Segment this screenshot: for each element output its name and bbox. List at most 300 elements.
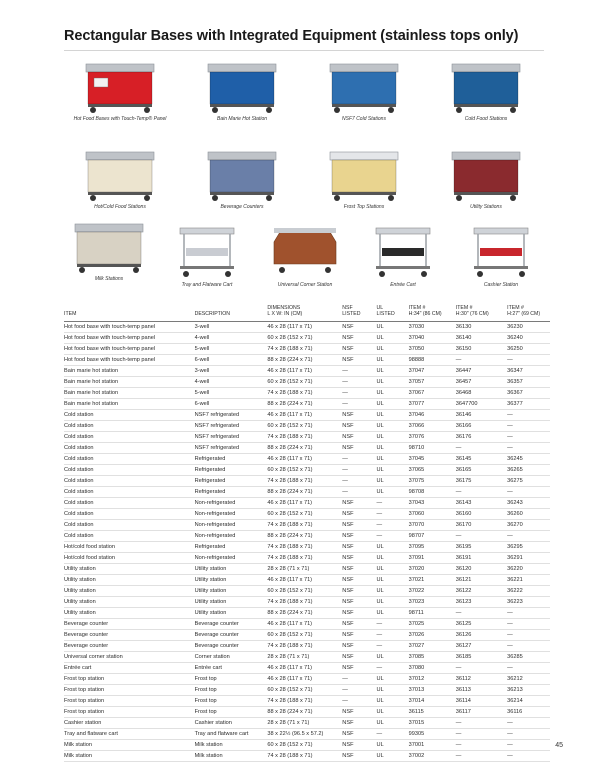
product-caption: Cold Food Stations — [464, 116, 508, 122]
cell-description: Refrigerated — [195, 486, 268, 497]
cell-description: NSF7 refrigerated — [195, 420, 268, 431]
cell-item-34: 37014 — [409, 695, 456, 706]
cell-item-27: — — [507, 409, 550, 420]
cell-item-30: 36170 — [456, 519, 507, 530]
cell-item: Beverage counter — [64, 629, 195, 640]
cell-dimensions: 60 x 28 (152 x 71) — [267, 739, 342, 750]
cell-item-30: — — [456, 662, 507, 673]
cell-ul: UL — [377, 387, 409, 398]
cell-ul: UL — [377, 453, 409, 464]
tray-cart-icon — [158, 218, 256, 280]
cell-item-30: 36127 — [456, 640, 507, 651]
cell-item: Cold station — [64, 420, 195, 431]
cell-ul: UL — [377, 486, 409, 497]
cell-ul: UL — [377, 420, 409, 431]
cell-item: Hot food base with touch-temp panel — [64, 332, 195, 343]
cell-item-27: — — [507, 739, 550, 750]
product-thumbnail — [256, 218, 354, 288]
cell-item-27: 36250 — [507, 343, 550, 354]
cell-nsf: — — [342, 464, 376, 475]
cell-item-34: 98708 — [409, 486, 456, 497]
cell-dimensions: 60 x 28 (152 x 71) — [267, 585, 342, 596]
utility-station-icon — [426, 146, 546, 202]
cell-ul: — — [377, 497, 409, 508]
header-item-34: ITEM # H:34" (86 CM) — [409, 305, 456, 321]
cell-item-34: 37021 — [409, 574, 456, 585]
cell-item-30: 36191 — [456, 552, 507, 563]
product-gallery — [60, 58, 550, 296]
cell-item: Universal corner station — [64, 651, 195, 662]
product-thumbnail — [452, 218, 550, 288]
cell-item-30: 36145 — [456, 453, 507, 464]
product-thumbnail — [304, 146, 424, 210]
table-row — [64, 662, 550, 673]
cell-ul: UL — [377, 563, 409, 574]
cell-description: Refrigerated — [195, 464, 268, 475]
cell-dimensions: 74 x 28 (188 x 71) — [267, 596, 342, 607]
table-row — [64, 541, 550, 552]
cell-item-27: — — [507, 640, 550, 651]
cell-nsf: NSF — [342, 629, 376, 640]
cell-item: Hot/cold food station — [64, 541, 195, 552]
cell-item: Milk station — [64, 739, 195, 750]
product-caption: Utility Stations — [470, 204, 502, 210]
cell-item-27: 36243 — [507, 497, 550, 508]
cell-item-27: 36212 — [507, 673, 550, 684]
cell-dimensions: 46 x 28 (117 x 71) — [267, 365, 342, 376]
cell-item: Cold station — [64, 475, 195, 486]
table-row — [64, 739, 550, 750]
cell-ul: UL — [377, 695, 409, 706]
cell-dimensions: 46 x 28 (117 x 71) — [267, 574, 342, 585]
cell-ul: — — [377, 530, 409, 541]
cell-item-30: — — [456, 607, 507, 618]
cell-item-30: 36121 — [456, 574, 507, 585]
product-caption: Bain Marie Hot Station — [216, 116, 268, 122]
cell-nsf: NSF — [342, 343, 376, 354]
cell-item-34: 37091 — [409, 552, 456, 563]
cell-description: 3-well — [195, 321, 268, 332]
cell-item-34: 99305 — [409, 728, 456, 739]
table-row — [64, 486, 550, 497]
cell-item: Utility station — [64, 574, 195, 585]
cell-item: Bain marie hot station — [64, 365, 195, 376]
cell-dimensions: 38 x 22½ (96.5 x 57.2) — [267, 728, 342, 739]
cell-item-27: 36221 — [507, 574, 550, 585]
cell-nsf: NSF — [342, 750, 376, 761]
table-row — [64, 607, 550, 618]
cell-dimensions: 46 x 28 (117 x 71) — [267, 497, 342, 508]
product-caption: Beverage Counters — [220, 204, 264, 210]
cell-nsf: — — [342, 486, 376, 497]
cell-item-34: 37023 — [409, 596, 456, 607]
cell-nsf: NSF — [342, 321, 376, 332]
cell-nsf: — — [342, 365, 376, 376]
cell-nsf: NSF — [342, 519, 376, 530]
header-description: DESCRIPTION — [195, 305, 268, 321]
cell-ul: UL — [377, 706, 409, 717]
cell-item-27: 36214 — [507, 695, 550, 706]
cell-item-30: 36146 — [456, 409, 507, 420]
cell-item: Entrée cart — [64, 662, 195, 673]
cell-item: Cold station — [64, 508, 195, 519]
cell-item-34: 37046 — [409, 409, 456, 420]
table-row — [64, 695, 550, 706]
cell-ul: — — [377, 519, 409, 530]
cell-ul: — — [377, 629, 409, 640]
table-row — [64, 629, 550, 640]
cell-dimensions: 60 x 28 (152 x 71) — [267, 420, 342, 431]
cell-item-27: 36213 — [507, 684, 550, 695]
table-row — [64, 552, 550, 563]
product-thumbnail — [182, 146, 302, 210]
table-row — [64, 453, 550, 464]
cell-item-30: 36166 — [456, 420, 507, 431]
table-row — [64, 706, 550, 717]
cell-item-27: 36220 — [507, 563, 550, 574]
cell-item: Cold station — [64, 453, 195, 464]
cell-dimensions: 88 x 28 (224 x 71) — [267, 530, 342, 541]
cell-item: Beverage counter — [64, 640, 195, 651]
cell-item-34: 37050 — [409, 343, 456, 354]
cell-ul: — — [377, 728, 409, 739]
cell-item: Hot food base with touch-temp panel — [64, 343, 195, 354]
bain-marie-icon — [182, 58, 302, 114]
cell-item-27: — — [507, 431, 550, 442]
table-row — [64, 673, 550, 684]
cell-nsf: NSF — [342, 596, 376, 607]
cell-item-27: 36347 — [507, 365, 550, 376]
cell-nsf: NSF — [342, 442, 376, 453]
cell-item-34: 37077 — [409, 398, 456, 409]
cell-nsf: NSF — [342, 728, 376, 739]
cell-item: Tray and flatware cart — [64, 728, 195, 739]
cell-item-34: 37020 — [409, 563, 456, 574]
cell-item-27: 36116 — [507, 706, 550, 717]
cell-description: Beverage counter — [195, 640, 268, 651]
cell-item-30: 36112 — [456, 673, 507, 684]
cell-description: NSF7 refrigerated — [195, 442, 268, 453]
cell-item-27: — — [507, 607, 550, 618]
cell-item-27: — — [507, 728, 550, 739]
page-title: Rectangular Bases with Integrated Equipment (stainless tops only) — [64, 28, 519, 44]
cell-item-34: 37080 — [409, 662, 456, 673]
cashier-station-icon — [452, 218, 550, 280]
cell-nsf: NSF — [342, 662, 376, 673]
product-caption: Hot Food Bases with Touch-Temp® Panel — [73, 116, 167, 122]
cell-item-30: 36130 — [456, 321, 507, 332]
table-row — [64, 519, 550, 530]
table-row — [64, 343, 550, 354]
cell-description: Frost top — [195, 673, 268, 684]
cell-description: Beverage counter — [195, 629, 268, 640]
spec-table — [64, 305, 550, 762]
hot-food-base-icon — [60, 58, 180, 114]
cell-description: Frost top — [195, 684, 268, 695]
cell-dimensions: 60 x 28 (152 x 71) — [267, 684, 342, 695]
cell-ul: UL — [377, 398, 409, 409]
cell-nsf: — — [342, 453, 376, 464]
cell-ul: UL — [377, 585, 409, 596]
cell-ul: UL — [377, 354, 409, 365]
cell-dimensions: 28 x 28 (71 x 71) — [267, 717, 342, 728]
cold-food-icon — [426, 58, 546, 114]
page-number: 45 — [555, 742, 563, 749]
table-row — [64, 409, 550, 420]
product-thumbnail — [426, 146, 546, 210]
cell-item-34: 37075 — [409, 475, 456, 486]
cell-item-27: — — [507, 750, 550, 761]
cell-nsf: — — [342, 673, 376, 684]
cell-nsf: NSF — [342, 508, 376, 519]
cell-description: 3-well — [195, 365, 268, 376]
product-thumbnail — [354, 218, 452, 288]
cell-item-27: — — [507, 662, 550, 673]
cell-item-30: — — [456, 739, 507, 750]
cell-item-30: 36140 — [456, 332, 507, 343]
product-thumbnail — [158, 218, 256, 288]
cell-item-30: 36160 — [456, 508, 507, 519]
cell-nsf: NSF — [342, 618, 376, 629]
cell-item-30: — — [456, 717, 507, 728]
cold-station-icon — [304, 58, 424, 114]
cell-item-27: — — [507, 717, 550, 728]
cell-item-34: 37026 — [409, 629, 456, 640]
cell-item-27: 36275 — [507, 475, 550, 486]
cell-ul: UL — [377, 552, 409, 563]
cell-description: Utility station — [195, 574, 268, 585]
cell-item-34: 37030 — [409, 321, 456, 332]
cell-item-30: 36195 — [456, 541, 507, 552]
cell-nsf: NSF — [342, 332, 376, 343]
cell-item: Bain marie hot station — [64, 376, 195, 387]
cell-description: Cashier station — [195, 717, 268, 728]
cell-item-30: — — [456, 442, 507, 453]
cell-item: Cold station — [64, 409, 195, 420]
cell-dimensions: 74 x 28 (188 x 71) — [267, 519, 342, 530]
cell-dimensions: 46 x 28 (117 x 71) — [267, 409, 342, 420]
product-caption: NSF7 Cold Stations — [342, 116, 386, 122]
cell-item: Cold station — [64, 442, 195, 453]
cell-item-34: 36115 — [409, 706, 456, 717]
cell-item-27: — — [507, 442, 550, 453]
cell-item: Cold station — [64, 464, 195, 475]
cell-nsf: — — [342, 376, 376, 387]
table-row — [64, 651, 550, 662]
product-caption: Universal Corner Station — [277, 282, 333, 288]
cell-ul: — — [377, 640, 409, 651]
cell-ul: UL — [377, 321, 409, 332]
cell-nsf: NSF — [342, 541, 376, 552]
cell-item-30: 36165 — [456, 464, 507, 475]
cell-dimensions: 60 x 28 (152 x 71) — [267, 629, 342, 640]
corner-station-icon — [256, 218, 354, 280]
cell-dimensions: 74 x 28 (188 x 71) — [267, 541, 342, 552]
table-row — [64, 497, 550, 508]
cell-description: Refrigerated — [195, 453, 268, 464]
cell-nsf: — — [342, 387, 376, 398]
cell-item-34: 37047 — [409, 365, 456, 376]
cell-item-30: 36468 — [456, 387, 507, 398]
product-thumbnail — [304, 58, 424, 122]
product-thumbnail — [182, 58, 302, 122]
table-row — [64, 563, 550, 574]
cell-description: Refrigerated — [195, 475, 268, 486]
cell-item-30: — — [456, 750, 507, 761]
cell-description: Refrigerated — [195, 541, 268, 552]
cell-item-30: 36143 — [456, 497, 507, 508]
cell-nsf: NSF — [342, 585, 376, 596]
cell-ul: UL — [377, 442, 409, 453]
cell-item-34: 37040 — [409, 332, 456, 343]
cell-item: Frost top station — [64, 706, 195, 717]
cell-ul: UL — [377, 673, 409, 684]
cell-item: Frost top station — [64, 695, 195, 706]
cell-item: Cold station — [64, 486, 195, 497]
cell-item-30: 36176 — [456, 431, 507, 442]
table-row — [64, 475, 550, 486]
cell-description: Entrée cart — [195, 662, 268, 673]
cell-item-27: 36230 — [507, 321, 550, 332]
cell-dimensions: 88 x 28 (224 x 71) — [267, 398, 342, 409]
cell-dimensions: 88 x 28 (224 x 71) — [267, 607, 342, 618]
table-row — [64, 640, 550, 651]
cell-nsf: NSF — [342, 717, 376, 728]
cell-item-34: 98711 — [409, 607, 456, 618]
cell-description: 5-well — [195, 387, 268, 398]
cell-dimensions: 46 x 28 (117 x 71) — [267, 673, 342, 684]
cell-item-27: 36295 — [507, 541, 550, 552]
header-nsf: NSF LISTED — [342, 305, 376, 321]
cell-item-30: 36123 — [456, 596, 507, 607]
cell-item: Cold station — [64, 431, 195, 442]
cell-item-30: 36126 — [456, 629, 507, 640]
cell-dimensions: 88 x 28 (224 x 71) — [267, 486, 342, 497]
cell-item-34: 37045 — [409, 453, 456, 464]
cell-item-34: 37067 — [409, 387, 456, 398]
cell-item: Bain marie hot station — [64, 398, 195, 409]
entree-cart-icon — [354, 218, 452, 280]
cell-description: Non-refrigerated — [195, 530, 268, 541]
cell-item-27: 36291 — [507, 552, 550, 563]
cell-item-34: 37066 — [409, 420, 456, 431]
cell-dimensions: 60 x 28 (152 x 71) — [267, 376, 342, 387]
cell-ul: UL — [377, 541, 409, 552]
cell-item: Utility station — [64, 585, 195, 596]
product-caption: Entrée Cart — [390, 282, 416, 288]
cell-item-34: 37025 — [409, 618, 456, 629]
cell-description: Frost top — [195, 706, 268, 717]
cell-description: Corner station — [195, 651, 268, 662]
cell-ul: UL — [377, 739, 409, 750]
cell-description: NSF7 refrigerated — [195, 431, 268, 442]
cell-item: Utility station — [64, 596, 195, 607]
cell-description: Non-refrigerated — [195, 552, 268, 563]
cell-description: 4-well — [195, 332, 268, 343]
cell-item-27: — — [507, 629, 550, 640]
cell-item-27: 36285 — [507, 651, 550, 662]
product-caption: Tray and Flatware Cart — [181, 282, 233, 288]
cell-item-34: 37015 — [409, 717, 456, 728]
cell-item-27: 36223 — [507, 596, 550, 607]
cell-item-30: 36457 — [456, 376, 507, 387]
cell-dimensions: 88 x 28 (224 x 71) — [267, 354, 342, 365]
cell-item: Milk station — [64, 750, 195, 761]
table-row — [64, 332, 550, 343]
table-row — [64, 365, 550, 376]
cell-item-34: 37060 — [409, 508, 456, 519]
cell-description: Tray and flatware cart — [195, 728, 268, 739]
cell-nsf: NSF — [342, 354, 376, 365]
table-header-row — [64, 305, 550, 321]
cell-dimensions: 60 x 28 (152 x 71) — [267, 508, 342, 519]
cell-item: Cold station — [64, 519, 195, 530]
table-row — [64, 574, 550, 585]
cell-nsf: NSF — [342, 420, 376, 431]
cell-nsf: NSF — [342, 552, 376, 563]
cell-dimensions: 46 x 28 (117 x 71) — [267, 453, 342, 464]
table-row — [64, 464, 550, 475]
cell-dimensions: 74 x 28 (188 x 71) — [267, 387, 342, 398]
table-row — [64, 321, 550, 332]
cell-description: Utility station — [195, 596, 268, 607]
table-row — [64, 398, 550, 409]
cell-item-34: 98888 — [409, 354, 456, 365]
cell-item-27: — — [507, 486, 550, 497]
cell-nsf: NSF — [342, 739, 376, 750]
cell-nsf: NSF — [342, 409, 376, 420]
product-thumbnail — [60, 58, 180, 122]
cell-item-27: 36265 — [507, 464, 550, 475]
cell-ul: UL — [377, 409, 409, 420]
cell-nsf: NSF — [342, 497, 376, 508]
cell-item: Hot/cold food station — [64, 552, 195, 563]
cell-ul: UL — [377, 717, 409, 728]
cell-dimensions: 88 x 28 (224 x 71) — [267, 442, 342, 453]
cell-item: Utility station — [64, 607, 195, 618]
product-caption: Frost Top Stations — [343, 204, 385, 210]
cell-item-34: 37095 — [409, 541, 456, 552]
table-row — [64, 376, 550, 387]
cell-item-34: 98710 — [409, 442, 456, 453]
milk-station-icon — [60, 218, 158, 274]
cell-item-27: — — [507, 354, 550, 365]
table-row — [64, 431, 550, 442]
cell-item-30: 36185 — [456, 651, 507, 662]
cell-dimensions: 74 x 28 (188 x 71) — [267, 431, 342, 442]
cell-ul: UL — [377, 365, 409, 376]
header-item-27: ITEM # H:27" (69 CM) — [507, 305, 550, 321]
hot-cold-icon — [60, 146, 180, 202]
cell-ul: — — [377, 618, 409, 629]
cell-item-34: 37070 — [409, 519, 456, 530]
table-row — [64, 530, 550, 541]
cell-ul: UL — [377, 684, 409, 695]
cell-item-30: 36114 — [456, 695, 507, 706]
cell-ul: UL — [377, 343, 409, 354]
cell-item-30: 36113 — [456, 684, 507, 695]
table-row — [64, 420, 550, 431]
cell-item-34: 37043 — [409, 497, 456, 508]
cell-item: Hot food base with touch-temp panel — [64, 354, 195, 365]
product-thumbnail — [426, 58, 546, 122]
cell-nsf: NSF — [342, 706, 376, 717]
table-row — [64, 728, 550, 739]
cell-ul: UL — [377, 475, 409, 486]
cell-item-27: 36260 — [507, 508, 550, 519]
cell-item-34: 37027 — [409, 640, 456, 651]
product-caption: Milk Stations — [94, 276, 124, 282]
